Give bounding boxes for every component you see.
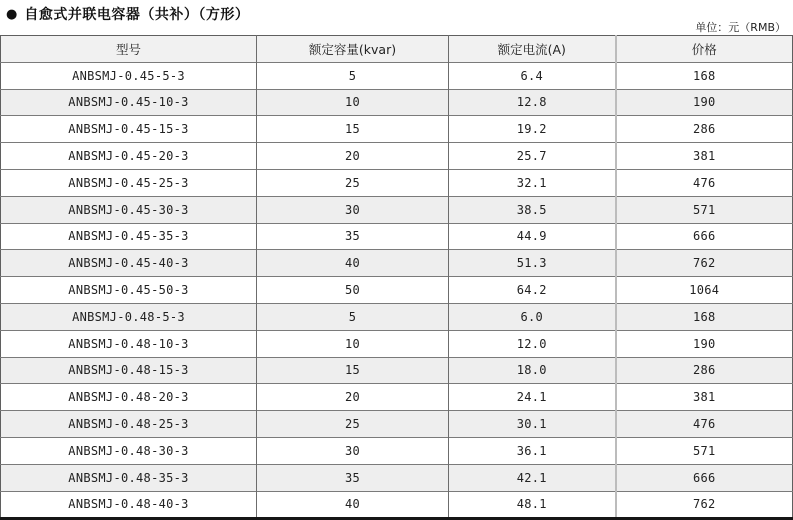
price-table [0,35,793,520]
table-row [1,277,793,304]
cell-model: ANBSMJ-0.45-35-3 [1,223,257,250]
cell-current: 44.9 [449,223,616,250]
cell-kvar: 35 [257,464,449,491]
page-title: 自愈式并联电容器（共补）（方形） [24,7,250,23]
cell-current: 19.2 [449,116,616,143]
cell-model: ANBSMJ-0.45-10-3 [1,89,257,116]
cell-kvar: 15 [257,116,449,143]
cell-kvar: 40 [257,491,449,519]
table-header-row [1,36,793,63]
cell-model: ANBSMJ-0.45-15-3 [1,116,257,143]
cell-current: 12.8 [449,89,616,116]
cell-kvar: 25 [257,169,449,196]
cell-price: 666 [692,229,716,244]
cell-current: 6.0 [449,303,616,330]
cell-kvar: 30 [257,196,449,223]
table-row [1,491,793,519]
table-row [1,223,793,250]
cell-kvar: 10 [257,89,449,116]
cell-model: ANBSMJ-0.48-30-3 [1,437,257,464]
table-row [1,330,793,357]
cell-price: 476 [692,175,716,190]
cell-kvar: 10 [257,330,449,357]
cell-price: 476 [616,411,793,438]
cell-price: 1064 [689,283,720,298]
cell-kvar: 15 [257,357,449,384]
cell-current: 36.1 [449,437,616,464]
cell-price: 190 [692,336,716,351]
cell-current: 38.5 [449,196,616,223]
cell-current: 24.1 [449,384,616,411]
cell-kvar: 25 [257,411,449,438]
cell-kvar: 50 [257,277,449,304]
table-row [1,143,793,170]
cell-current: 18.0 [449,357,616,384]
table-row [1,89,793,116]
cell-model: ANBSMJ-0.45-5-3 [1,62,257,89]
cell-kvar: 20 [257,143,449,170]
cell-model: ANBSMJ-0.48-40-3 [1,491,257,519]
cell-price: 286 [692,122,716,137]
cell-price: 571 [616,196,793,223]
table-row [1,116,793,143]
cell-model: ANBSMJ-0.48-20-3 [1,384,257,411]
table-row [1,169,793,196]
cell-price: 666 [616,464,793,491]
cell-price: 381 [692,390,716,405]
cell-model: ANBSMJ-0.45-20-3 [1,143,257,170]
bullet-icon: ● [6,6,18,22]
cell-current: 64.2 [449,277,616,304]
cell-price: 286 [616,357,793,384]
cell-price: 571 [692,443,716,458]
cell-model: ANBSMJ-0.45-30-3 [1,196,257,223]
cell-model: ANBSMJ-0.48-35-3 [1,464,257,491]
cell-model: ANBSMJ-0.45-25-3 [1,169,257,196]
col-header-capacity: 额定容量(kvar) [257,36,449,63]
cell-kvar: 5 [257,303,449,330]
cell-model: ANBSMJ-0.45-40-3 [1,250,257,277]
cell-current: 42.1 [449,464,616,491]
table-row [1,196,793,223]
table-row [1,303,793,330]
page-title-bar [6,4,249,24]
cell-model: ANBSMJ-0.48-5-3 [1,303,257,330]
cell-kvar: 35 [257,223,449,250]
unit-note: 单位：元（RMB） [695,21,786,34]
table-row [1,250,793,277]
table-row [1,464,793,491]
col-header-current: 额定电流(A) [449,36,616,63]
cell-kvar: 40 [257,250,449,277]
cell-kvar: 30 [257,437,449,464]
cell-price: 190 [616,89,793,116]
table-row [1,62,793,89]
cell-kvar: 5 [257,62,449,89]
cell-model: ANBSMJ-0.48-15-3 [1,357,257,384]
cell-current: 51.3 [449,250,616,277]
cell-price: 168 [692,68,716,83]
cell-price: 762 [692,497,716,512]
cell-model: ANBSMJ-0.48-10-3 [1,330,257,357]
cell-model: ANBSMJ-0.45-50-3 [1,277,257,304]
cell-kvar: 20 [257,384,449,411]
cell-price: 381 [692,149,716,164]
cell-price: 762 [616,250,793,277]
col-header-price: 价格 [616,36,793,63]
table-row [1,411,793,438]
table-row [1,437,793,464]
cell-current: 30.1 [449,411,616,438]
cell-current: 12.0 [449,330,616,357]
cell-current: 48.1 [449,491,616,519]
cell-current: 6.4 [449,62,616,89]
col-header-model: 型号 [1,36,257,63]
table-row [1,357,793,384]
table-body [1,62,793,519]
cell-price: 168 [616,303,793,330]
cell-model: ANBSMJ-0.48-25-3 [1,411,257,438]
table-row [1,384,793,411]
cell-current: 32.1 [449,169,616,196]
cell-current: 25.7 [449,143,616,170]
